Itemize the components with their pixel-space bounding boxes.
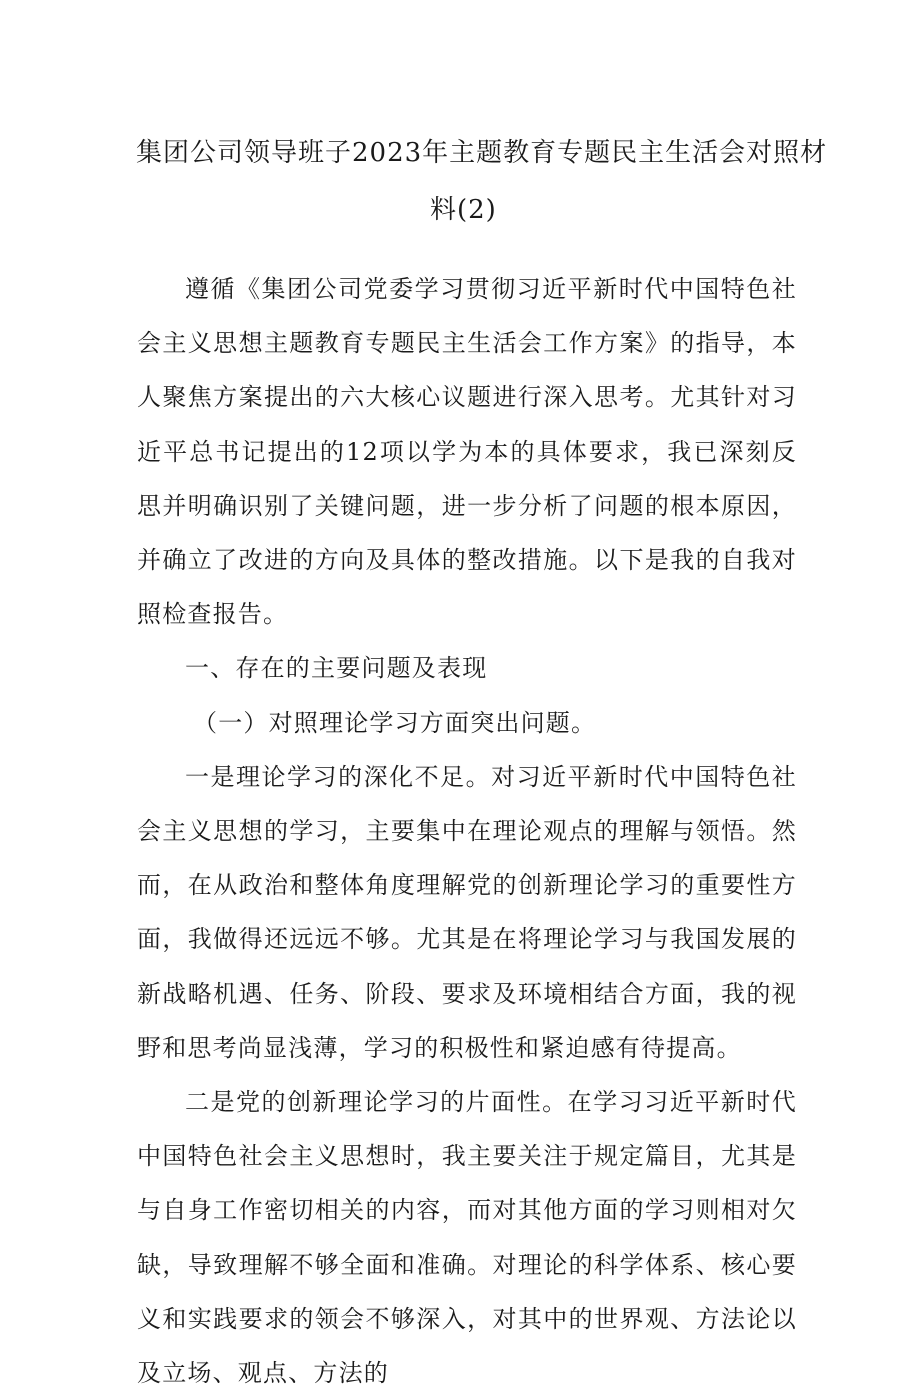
subsection-heading-1: （一）对照理论学习方面突出问题。 <box>193 708 597 737</box>
intro-paragraph: 遵循《集团公司党委学习贯彻习近平新时代中国特色社会主义思想主题教育专题民主生活会工作方案》的指导，本人聚焦方案提出的六大核心议题进行深入思考。尤其针对习近平总书记提出的12项以学为本的具体要求，我已深刻反思并明确识别了关键问题，进一步分析了问题的根本原因，并确立了改进的方向及具体的整改措施。以下是我的自我对照检查报告。 <box>137 275 797 629</box>
document-title-line-1: 集团公司领导班子2023年主题教育专题民主生活会对照材 <box>136 138 828 168</box>
document-title-line-2: 料(2) <box>430 195 497 225</box>
paragraph-point-1: 一是理论学习的深化不足。对习近平新时代中国特色社会主义思想的学习，主要集中在理论观点的理解与领悟。然而，在从政治和整体角度理解党的创新理论学习的重要性方面，我做得还远远不够。尤其是在将理论学习与我国发展的新战略机遇、任务、阶段、要求及环境相结合方面，我的视野和思考尚显浅薄，学习的积极性和紧迫感有待提高。 <box>137 762 797 1062</box>
paragraph-point-2: 二是党的创新理论学习的片面性。在学习习近平新时代中国特色社会主义思想时，我主要关注于规定篇目，尤其是与自身工作密切相关的内容，而对其他方面的学习则相对欠缺，导致理解不够全面和准确。对理论的科学体系、核心要义和实践要求的领会不够深入，对其中的世界观、方法论以及立场、观点、方法的 <box>137 1088 797 1388</box>
section-heading-1: 一、存在的主要问题及表现 <box>185 654 488 683</box>
document-body <box>137 262 797 1400</box>
